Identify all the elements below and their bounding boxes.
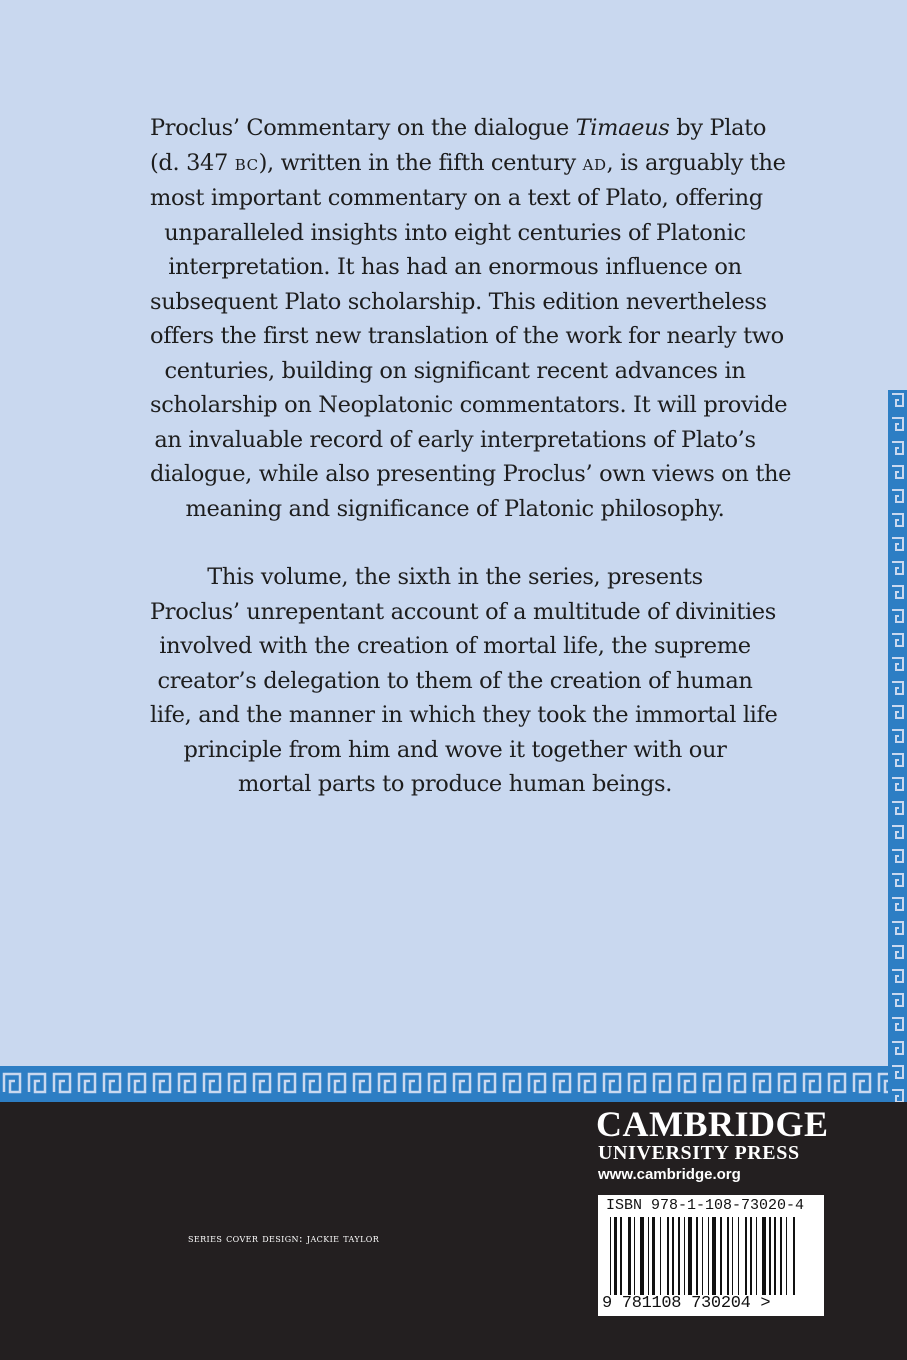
cover-design-credit: series cover design: jackie taylor	[188, 1232, 380, 1245]
barcode-bar	[660, 1217, 661, 1295]
barcode-bar	[712, 1217, 716, 1295]
greek-key-border-vertical	[888, 390, 907, 1102]
barcode-bar	[688, 1217, 692, 1295]
barcode-bars	[606, 1217, 816, 1295]
barcode-bar	[672, 1217, 675, 1295]
blurb-line: meaning and significance of Platonic philosophy.	[185, 495, 725, 522]
barcode-bar	[720, 1217, 723, 1295]
barcode-bar	[696, 1217, 699, 1295]
blurb-line: most important commentary on a text of Plato, offering	[150, 185, 763, 211]
publisher-logo-subtitle: UNIVERSITY PRESS	[598, 1142, 800, 1164]
blurb-line: life, and the manner in which they took the immortal life	[150, 702, 778, 728]
barcode-bar	[745, 1217, 746, 1295]
blurb-line: creator’s delegation to them of the creation of human	[157, 667, 753, 694]
blurb-line: centuries, building on significant recent advances in	[164, 357, 746, 384]
blurb-line: scholarship on Neoplatonic commentators. It will provide	[150, 392, 788, 418]
blurb-line: principle from him and wove it together with our	[183, 736, 727, 763]
barcode-bar	[620, 1217, 621, 1295]
barcode-bar	[628, 1217, 631, 1295]
barcode-bar	[780, 1217, 783, 1295]
barcode-bar	[652, 1217, 655, 1295]
barcode-bar	[684, 1217, 685, 1295]
barcode-bar	[610, 1217, 611, 1295]
blurb-line: dialogue, while also presenting Proclus’ own views on the	[150, 461, 792, 487]
barcode-bar	[738, 1217, 739, 1295]
barcode-bar	[614, 1217, 617, 1295]
blurb-line: (d. 347 bc), written in the fifth century ad, is arguably the	[150, 149, 786, 176]
barcode-bar	[702, 1217, 703, 1295]
barcode-bar	[774, 1217, 777, 1295]
barcode-bar	[678, 1217, 681, 1295]
blurb-line: mortal parts to produce human beings.	[237, 771, 673, 797]
barcode-bar	[769, 1217, 770, 1295]
blurb-line: This volume, the sixth in the series, presents	[207, 564, 703, 590]
blurb-line: Proclus’ Commentary on the dialogue Timaeus by Plato	[150, 115, 767, 141]
blurb-line: unparalleled insights into eight centuries of Platonic	[164, 219, 746, 246]
barcode-bar	[793, 1217, 794, 1295]
publisher-logo-name: CAMBRIDGE	[596, 1104, 829, 1144]
isbn-label: ISBN 978-1-108-73020-4	[606, 1197, 805, 1214]
barcode-bar	[634, 1217, 635, 1295]
blurb-paragraph-2	[150, 560, 778, 802]
greek-key-border-horizontal	[0, 1066, 888, 1102]
barcode-bar	[732, 1217, 733, 1295]
blurb-line: Proclus’ unrepentant account of a multitude of divinities	[150, 598, 776, 625]
blurb-line: involved with the creation of mortal life, the supreme	[159, 633, 751, 659]
blurb-line: interpretation. It has had an enormous influence on	[168, 254, 742, 280]
blurb-line: offers the first new translation of the work for nearly two	[150, 323, 784, 349]
publisher-url: www.cambridge.org	[598, 1166, 741, 1183]
barcode-bar	[756, 1217, 757, 1295]
barcode-digits: 9 781108 730204 >	[602, 1294, 771, 1313]
blurb-paragraph-1	[150, 111, 792, 526]
barcode-bar	[786, 1217, 787, 1295]
barcode-bar	[640, 1217, 644, 1295]
blurb-line: an invaluable record of early interpretations of Plato’s	[154, 426, 756, 453]
barcode-bar	[667, 1217, 668, 1295]
isbn-barcode	[598, 1195, 824, 1316]
blurb-line: subsequent Plato scholarship. This edition nevertheless	[150, 288, 767, 315]
barcode-bar	[708, 1217, 709, 1295]
barcode-bar	[648, 1217, 649, 1295]
barcode-bar	[727, 1217, 728, 1295]
barcode-bar	[750, 1217, 753, 1295]
barcode-bar	[762, 1217, 766, 1295]
